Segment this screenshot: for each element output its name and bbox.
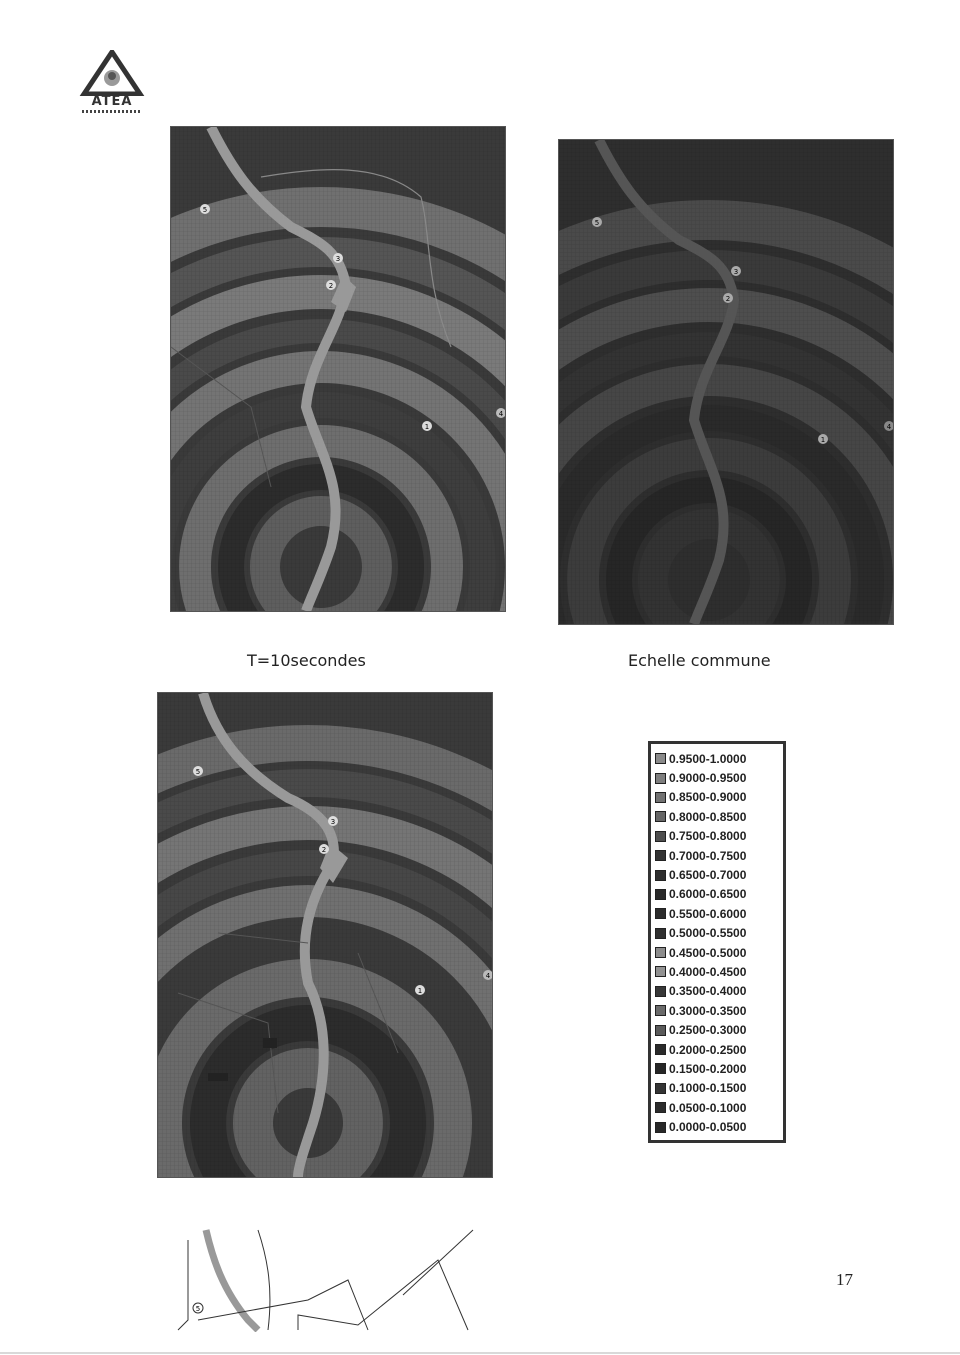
svg-text:5: 5 (202, 206, 208, 214)
svg-text:2: 2 (321, 846, 327, 854)
map-common-scale (558, 139, 894, 625)
legend-item (655, 1059, 783, 1078)
legend-label: 0.6500-0.7000 (669, 868, 747, 883)
svg-text:1: 1 (820, 436, 826, 444)
bottom-rule (0, 1352, 960, 1354)
legend-item (655, 1020, 783, 1039)
legend-swatch (655, 1063, 666, 1074)
svg-text:3: 3 (330, 818, 336, 826)
legend-label: 0.1500-0.2000 (669, 1061, 747, 1076)
legend-item (655, 827, 783, 846)
legend-item (655, 1098, 783, 1117)
legend-label: 0.5500-0.6000 (669, 906, 747, 921)
logo-triangle-icon (78, 50, 146, 96)
legend-swatch (655, 1102, 666, 1113)
legend-label: 0.2500-0.3000 (669, 1023, 747, 1038)
legend-swatch (655, 1122, 666, 1133)
mini-map (168, 1220, 488, 1332)
logo-text: ATEA (91, 94, 133, 109)
legend-item (655, 1040, 783, 1059)
map-marker-2 (326, 280, 336, 290)
legend-swatch (655, 908, 666, 919)
map-marker-5 (592, 217, 602, 227)
legend-swatch (655, 1005, 666, 1016)
map-marker-1 (422, 421, 432, 431)
legend-item (655, 982, 783, 1001)
legend-label: 0.6000-0.6500 (669, 887, 747, 902)
svg-text:4: 4 (886, 423, 892, 431)
legend-label: 0.0500-0.1000 (669, 1100, 747, 1115)
legend-item (655, 768, 783, 787)
legend-label: 0.3000-0.3500 (669, 1003, 747, 1018)
map-marker-3 (328, 816, 338, 826)
legend-label: 0.4000-0.4500 (669, 964, 747, 979)
svg-text:5: 5 (195, 768, 201, 776)
legend-label: 0.4500-0.5000 (669, 945, 747, 960)
map-marker-3 (333, 253, 343, 263)
legend-swatch (655, 773, 666, 784)
svg-text:3: 3 (733, 268, 739, 276)
svg-text:2: 2 (725, 295, 731, 303)
map-marker-1 (415, 985, 425, 995)
svg-text:5: 5 (594, 219, 600, 227)
svg-text:1: 1 (424, 423, 430, 431)
legend-swatch (655, 831, 666, 842)
legend-item (655, 1079, 783, 1098)
map-marker-5 (193, 766, 203, 776)
legend-item (655, 749, 783, 768)
legend-label: 0.2000-0.2500 (669, 1042, 747, 1057)
legend-swatch (655, 1044, 666, 1055)
map-marker-1 (818, 434, 828, 444)
svg-text:4: 4 (498, 410, 504, 418)
legend-swatch (655, 792, 666, 803)
map-bottom (157, 692, 493, 1178)
legend-item (655, 1001, 783, 1020)
map-marker-2 (723, 293, 733, 303)
legend-label: 0.9000-0.9500 (669, 771, 747, 786)
svg-text:3: 3 (335, 255, 341, 263)
legend-swatch (655, 928, 666, 939)
legend-label: 0.8000-0.8500 (669, 809, 747, 824)
legend-label: 0.8500-0.9000 (669, 790, 747, 805)
svg-text:2: 2 (328, 282, 334, 290)
legend-item (655, 865, 783, 884)
legend-swatch (655, 753, 666, 764)
legend-item (655, 788, 783, 807)
legend-swatch (655, 1083, 666, 1094)
map-marker-2 (319, 844, 329, 854)
legend-label: 0.7000-0.7500 (669, 848, 747, 863)
legend-item (655, 943, 783, 962)
map-t10 (170, 126, 506, 612)
map-marker-5 (200, 204, 210, 214)
map-marker-4 (496, 408, 505, 418)
svg-text:5: 5 (195, 1305, 201, 1313)
legend-label: 0.1000-0.1500 (669, 1081, 747, 1096)
map-marker-4 (884, 421, 893, 431)
legend-item (655, 1117, 783, 1136)
legend-item (655, 924, 783, 943)
legend-swatch (655, 986, 666, 997)
mini-map-marker-5 (193, 1303, 203, 1313)
legend-item (655, 885, 783, 904)
legend-swatch (655, 1025, 666, 1036)
caption-common-scale: Echelle commune (628, 651, 771, 670)
legend-item (655, 846, 783, 865)
caption-t10: T=10secondes (247, 651, 366, 670)
atea-logo (78, 50, 146, 120)
legend (648, 741, 786, 1143)
legend-label: 0.7500-0.8000 (669, 829, 747, 844)
map-marker-3 (731, 266, 741, 276)
legend-item (655, 904, 783, 923)
legend-swatch (655, 966, 666, 977)
legend-swatch (655, 947, 666, 958)
legend-item (655, 962, 783, 981)
legend-label: 0.0000-0.0500 (669, 1120, 747, 1135)
svg-text:4: 4 (485, 972, 491, 980)
svg-text:1: 1 (417, 987, 423, 995)
legend-swatch (655, 870, 666, 881)
legend-swatch (655, 850, 666, 861)
logo-underline (82, 110, 142, 113)
legend-label: 0.5000-0.5500 (669, 926, 747, 941)
page-number: 17 (836, 1270, 853, 1289)
legend-label: 0.9500-1.0000 (669, 751, 747, 766)
legend-swatch (655, 811, 666, 822)
legend-item (655, 807, 783, 826)
legend-swatch (655, 889, 666, 900)
legend-label: 0.3500-0.4000 (669, 984, 747, 999)
map-marker-4 (483, 970, 492, 980)
